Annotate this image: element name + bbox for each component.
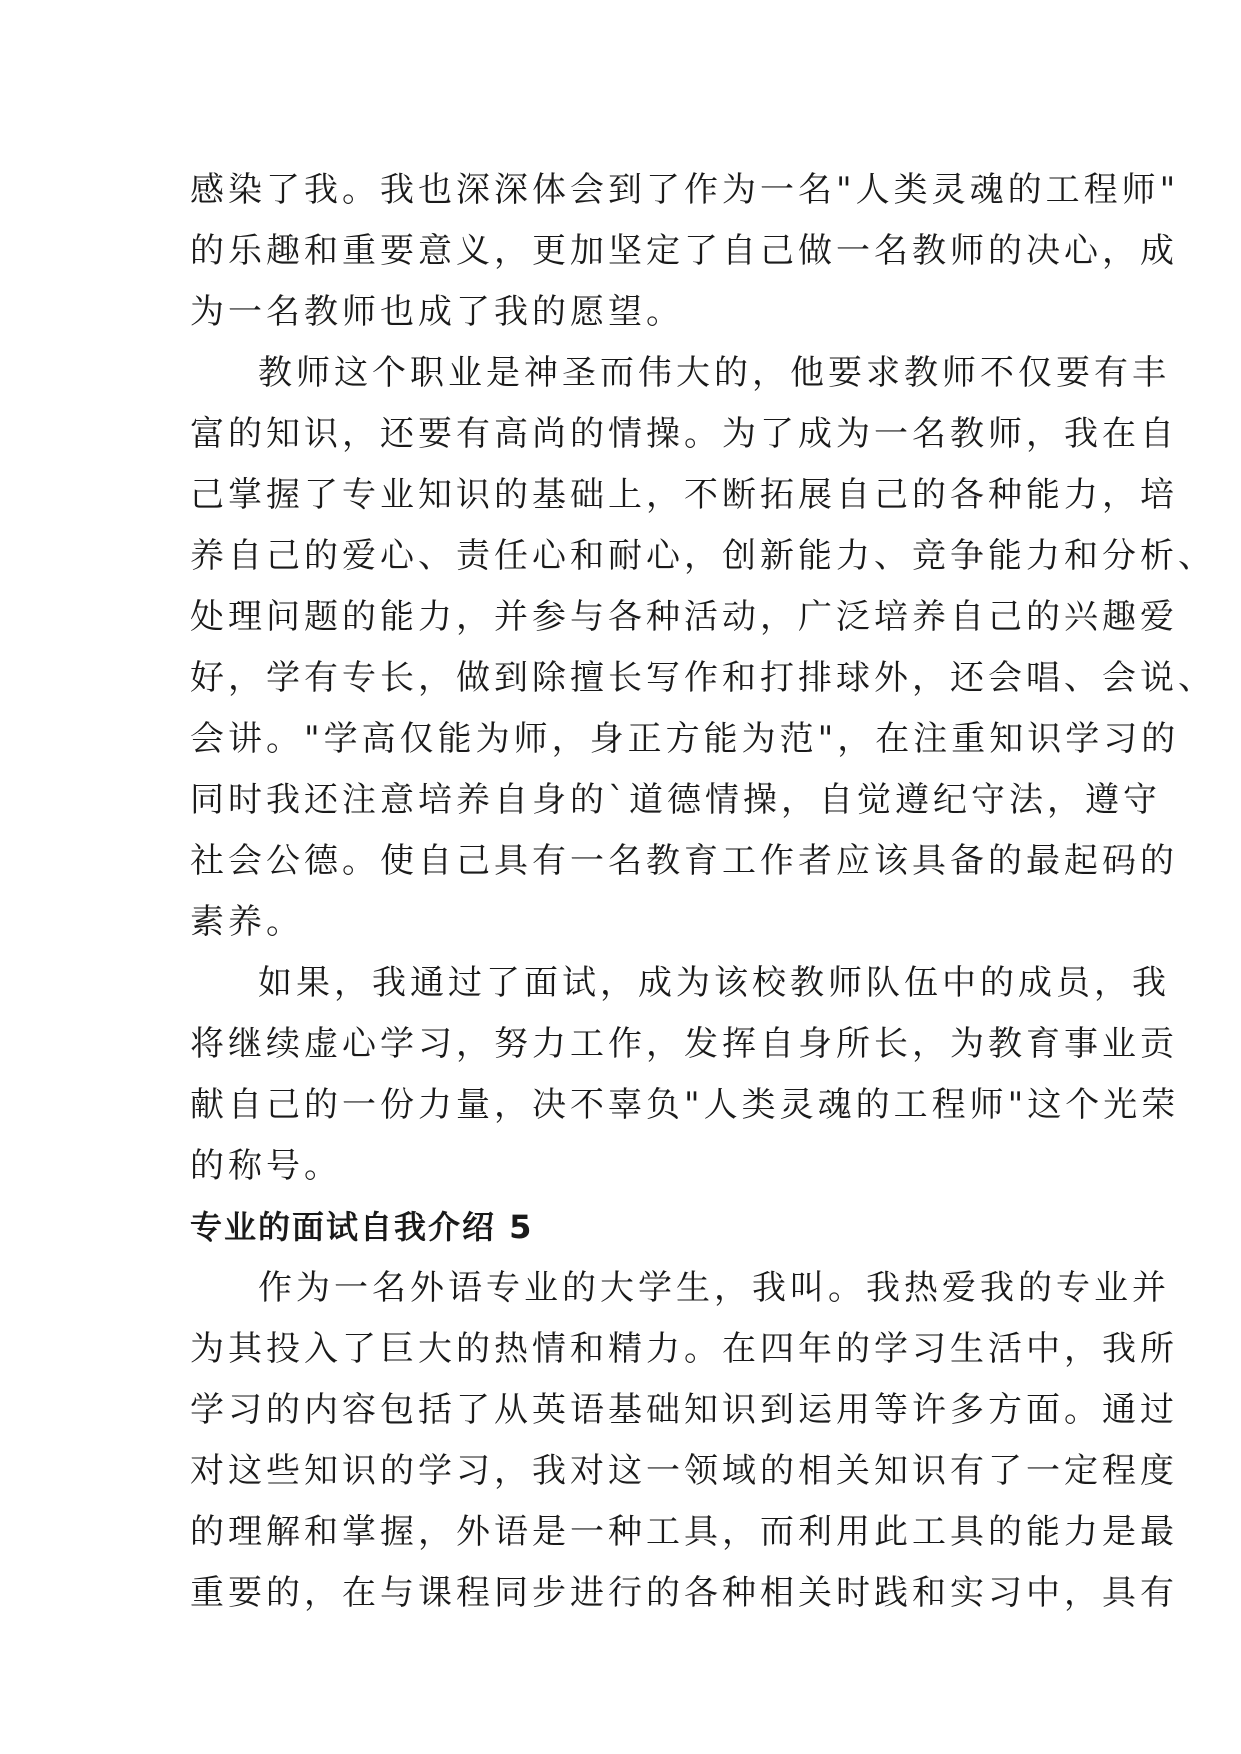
paragraph-2 <box>190 343 1216 953</box>
text-line: 对这些知识的学习，我对这一领域的相关知识有了一定程度 <box>190 1451 1178 1491</box>
text-line: 养自己的爱心、责任心和耐心，创新能力、竞争能力和分析、 <box>190 536 1216 576</box>
text-line: 富的知识，还要有高尚的情操。为了成为一名教师，我在自 <box>190 414 1178 454</box>
text-line: 社会公德。使自己具有一名教育工作者应该具备的最起码的 <box>190 841 1178 881</box>
text-line: 献自己的一份力量，决不辜负"人类灵魂的工程师"这个光荣 <box>190 1085 1180 1125</box>
text-line: 的称号。 <box>190 1146 342 1186</box>
text-line: 如果，我通过了面试，成为该校教师队伍中的成员，我 <box>258 963 1170 1003</box>
text-line: 处理问题的能力，并参与各种活动，广泛培养自己的兴趣爱 <box>190 597 1178 637</box>
paragraph-3 <box>190 953 1180 1197</box>
text-line: 将继续虚心学习，努力工作，发挥自身所长，为教育事业贡 <box>190 1024 1178 1064</box>
text-line: 作为一名外语专业的大学生，我叫。我热爱我的专业并 <box>258 1268 1170 1308</box>
text-line: 己掌握了专业知识的基础上，不断拓展自己的各种能力，培 <box>190 475 1178 515</box>
text-line: 重要的，在与课程同步进行的各种相关时践和实习中，具有 <box>190 1573 1178 1613</box>
paragraph-1 <box>190 160 1180 343</box>
text-line: 同时我还注意培养自身的`道德情操，自觉遵纪守法，遵守 <box>190 780 1161 820</box>
text-line: 会讲。"学高仅能为师，身正方能为范"，在注重知识学习的 <box>190 719 1180 759</box>
text-line: 的乐趣和重要意义，更加坚定了自己做一名教师的决心，成 <box>190 231 1178 271</box>
section-heading: 专业的面试自我介绍 5 <box>190 1208 534 1246</box>
paragraph-4 <box>190 1258 1178 1624</box>
text-line: 好，学有专长，做到除擅长写作和打排球外，还会唱、会说、 <box>190 658 1216 698</box>
text-line: 为其投入了巨大的热情和精力。在四年的学习生活中，我所 <box>190 1329 1178 1369</box>
text-line: 教师这个职业是神圣而伟大的，他要求教师不仅要有丰 <box>258 353 1170 393</box>
text-line: 素养。 <box>190 902 304 942</box>
text-line: 为一名教师也成了我的愿望。 <box>190 292 684 332</box>
text-line: 学习的内容包括了从英语基础知识到运用等许多方面。通过 <box>190 1390 1178 1430</box>
text-line: 感染了我。我也深深体会到了作为一名"人类灵魂的工程师" <box>190 170 1180 210</box>
text-line: 的理解和掌握，外语是一种工具，而利用此工具的能力是最 <box>190 1512 1178 1552</box>
document-body <box>190 160 1216 1624</box>
